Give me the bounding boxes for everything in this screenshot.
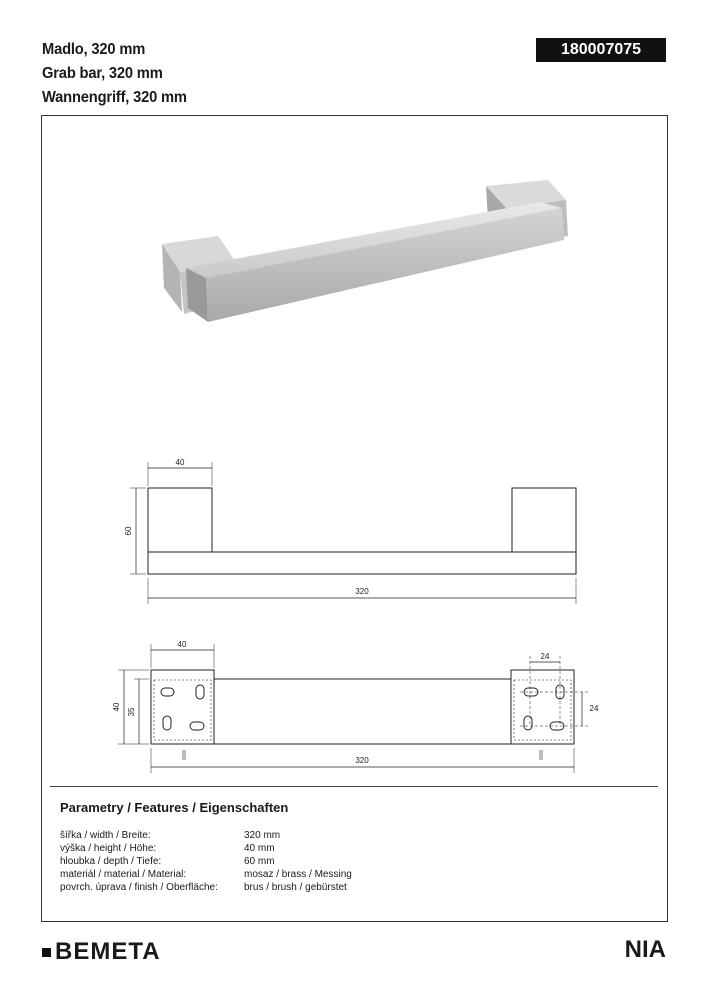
feature-value: mosaz / brass / Messing bbox=[244, 869, 352, 880]
feature-key: výška / height / Höhe: bbox=[60, 843, 157, 854]
product-image bbox=[162, 180, 568, 322]
front-height-label: 60 bbox=[124, 526, 133, 536]
title-czech: Madlo, 320 mm bbox=[42, 41, 146, 58]
hole-spacing-x-label: 24 bbox=[540, 652, 550, 661]
feature-value: 40 mm bbox=[244, 843, 275, 854]
feature-value: brus / brush / gebürstet bbox=[244, 882, 347, 893]
title-german: Wannengriff, 320 mm bbox=[42, 89, 187, 106]
feature-key: povrch. úprava / finish / Oberfläche: bbox=[60, 882, 218, 893]
feature-row bbox=[60, 881, 650, 894]
title-english: Grab bar, 320 mm bbox=[42, 65, 163, 82]
brand-logo bbox=[42, 938, 161, 966]
feature-key: hloubka / depth / Tiefe: bbox=[60, 856, 162, 867]
top-length-label: 320 bbox=[355, 756, 369, 765]
feature-value: 60 mm bbox=[244, 856, 275, 867]
top-depth-label: 40 bbox=[112, 702, 121, 712]
feature-row bbox=[60, 868, 650, 881]
feature-key: šířka / width / Breite: bbox=[60, 830, 151, 841]
brand-name: BEMETA bbox=[55, 938, 161, 965]
feature-row bbox=[60, 842, 650, 855]
top-width-label: 40 bbox=[177, 640, 187, 649]
feature-row bbox=[60, 855, 650, 868]
features-heading: Parametry / Features / Eigenschaften bbox=[60, 800, 289, 815]
section-divider bbox=[50, 786, 658, 787]
feature-value: 320 mm bbox=[244, 830, 281, 841]
features-section bbox=[60, 800, 650, 894]
top-inner-label: 35 bbox=[127, 707, 136, 717]
product-code-badge: 180007075 bbox=[536, 38, 666, 62]
feature-key: materiál / material / Material: bbox=[60, 869, 187, 880]
top-view bbox=[118, 644, 588, 773]
front-view bbox=[130, 462, 576, 604]
hole-spacing-y-label: 24 bbox=[589, 704, 599, 713]
front-width-label: 40 bbox=[175, 458, 185, 467]
feature-row bbox=[60, 829, 650, 842]
front-length-label: 320 bbox=[355, 587, 369, 596]
logo-square-icon bbox=[42, 948, 51, 957]
collection-name: NIA bbox=[624, 936, 666, 963]
